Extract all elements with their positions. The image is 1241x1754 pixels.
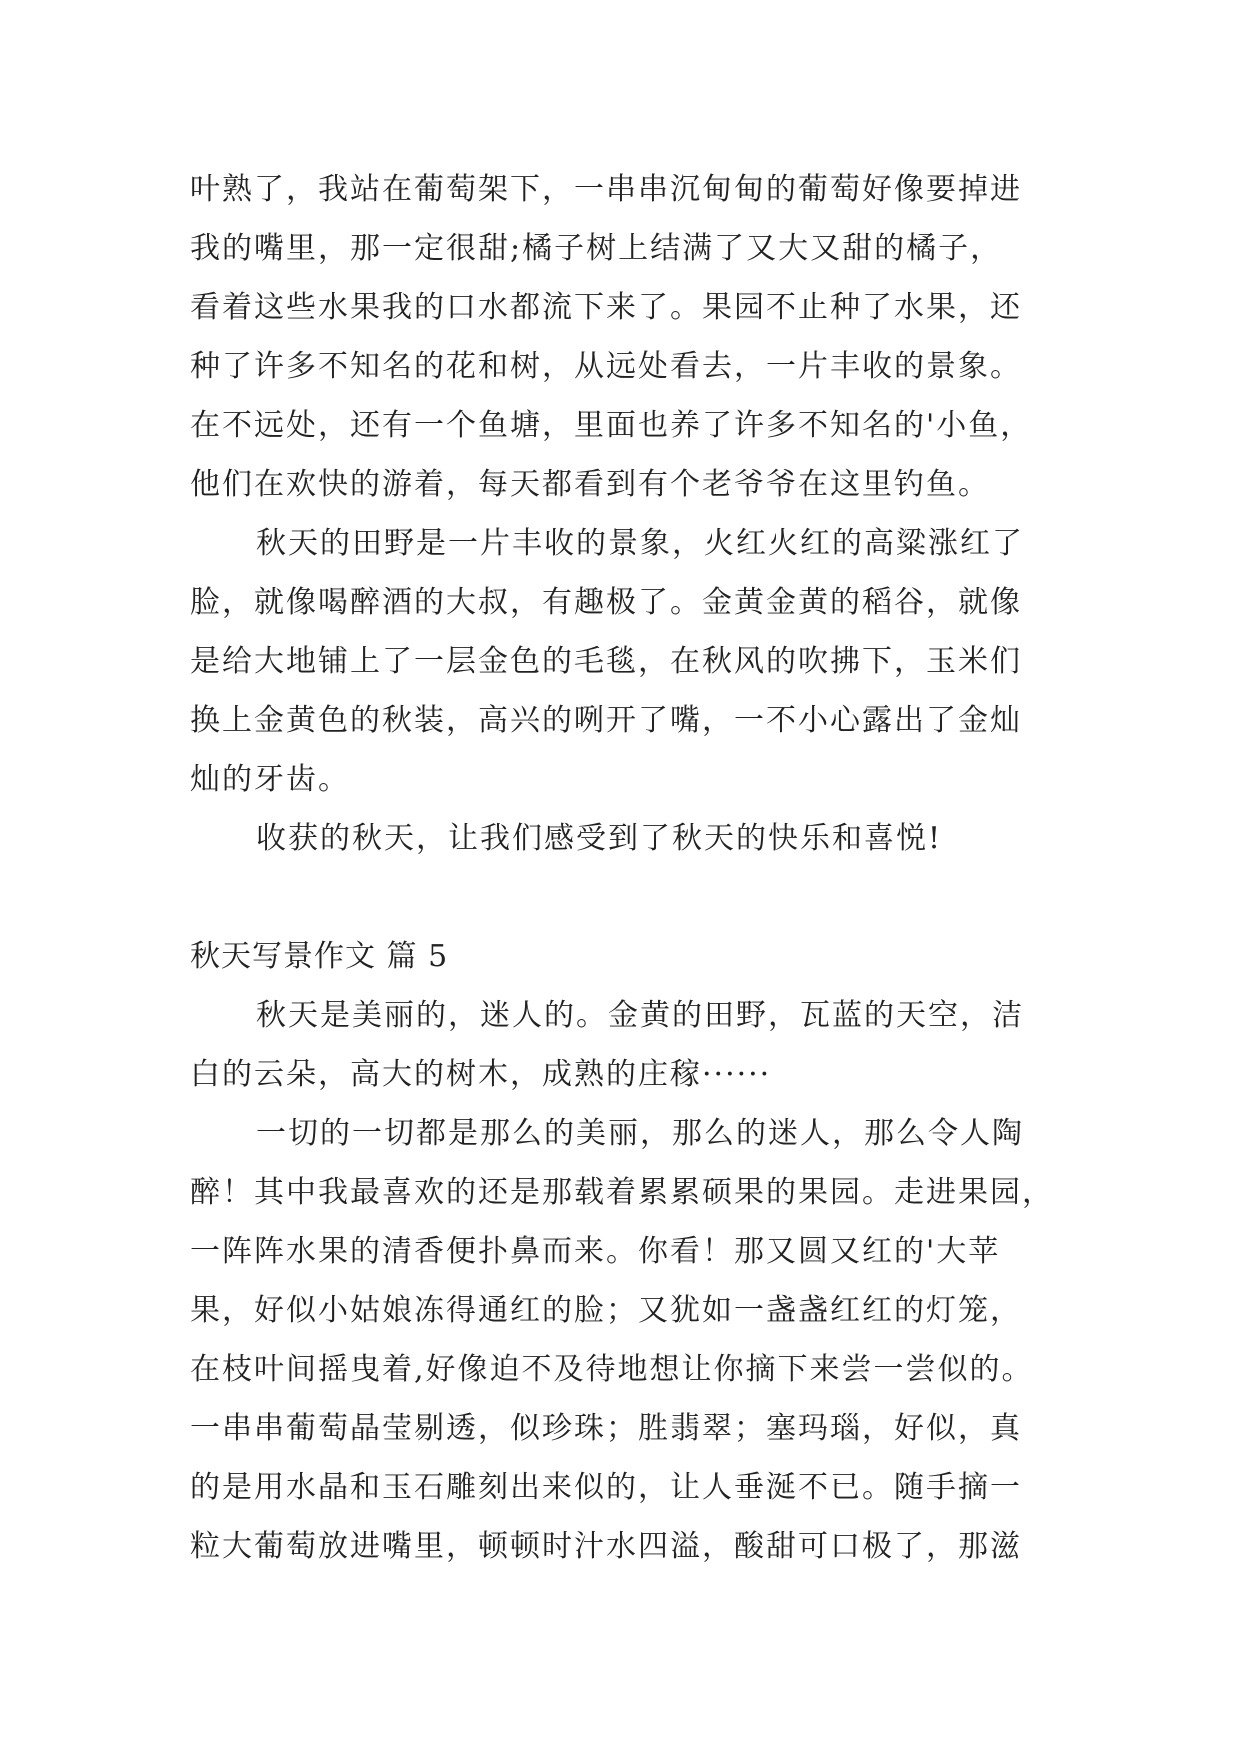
- paragraph-line: 换上金黄色的秋装，高兴的咧开了嘴，一不小心露出了金灿: [190, 703, 1022, 738]
- paragraph-line: 粒大葡萄放进嘴里，顿顿时汁水四溢，酸甜可口极了，那滋: [190, 1529, 1022, 1564]
- section-title: 秋天写景作文 篇 5: [190, 939, 449, 974]
- document-body: [190, 160, 1070, 1576]
- paragraph-line: 一阵阵水果的清香便扑鼻而来。你看！那又圆又红的'大苹: [190, 1234, 1001, 1269]
- paragraph-line: 秋天的田野是一片丰收的景象，火红火红的高粱涨红了: [256, 526, 1024, 561]
- paragraph-line: 果，好似小姑娘冻得通红的脸；又犹如一盏盏红红的灯笼，: [190, 1293, 1022, 1328]
- paragraph-line: 是给大地铺上了一层金色的毛毯，在秋风的吹拂下，玉米们: [190, 644, 1022, 679]
- paragraph-line: 一切的一切都是那么的美丽，那么的迷人，那么令人陶: [256, 1116, 1024, 1151]
- paragraph-line: 一串串葡萄晶莹剔透，似珍珠；胜翡翠；塞玛瑙，好似，真: [190, 1411, 1022, 1446]
- paragraph-line: 的是用水晶和玉石雕刻出来似的，让人垂涎不已。随手摘一: [190, 1470, 1022, 1505]
- paragraph-line: 在枝叶间摇曳着,好像迫不及待地想让你摘下来尝一尝似的。: [190, 1352, 1034, 1387]
- paragraph-line: 灿的牙齿。: [190, 762, 350, 797]
- section-spacer: [190, 868, 1070, 927]
- paragraph-line: 在不远处，还有一个鱼塘，里面也养了许多不知名的'小鱼，: [190, 408, 1033, 443]
- paragraph-line: 看着这些水果我的口水都流下来了。果园不止种了水果，还: [190, 290, 1022, 325]
- paragraph-line: 他们在欢快的游着，每天都看到有个老爷爷在这里钓鱼。: [190, 467, 990, 502]
- paragraph-line: 我的嘴里，那一定很甜;橘子树上结满了又大又甜的橘子，: [190, 231, 1003, 266]
- paragraph-line: 秋天是美丽的，迷人的。金黄的田野，瓦蓝的天空，洁: [256, 998, 1024, 1033]
- paragraph-line: 醉！其中我最喜欢的还是那载着累累硕果的果园。走进果园，: [190, 1175, 1054, 1210]
- paragraph-line: 种了许多不知名的花和树，从远处看去，一片丰收的景象。: [190, 349, 1022, 384]
- paragraph-line: 脸，就像喝醉酒的大叔，有趣极了。金黄金黄的稻谷，就像: [190, 585, 1022, 620]
- paragraph-line: 收获的秋天，让我们感受到了秋天的快乐和喜悦!: [256, 821, 943, 856]
- paragraph-line: 叶熟了，我站在葡萄架下，一串串沉甸甸的葡萄好像要掉进: [190, 172, 1022, 207]
- paragraph-line: 白的云朵，高大的树木，成熟的庄稼······: [190, 1057, 772, 1092]
